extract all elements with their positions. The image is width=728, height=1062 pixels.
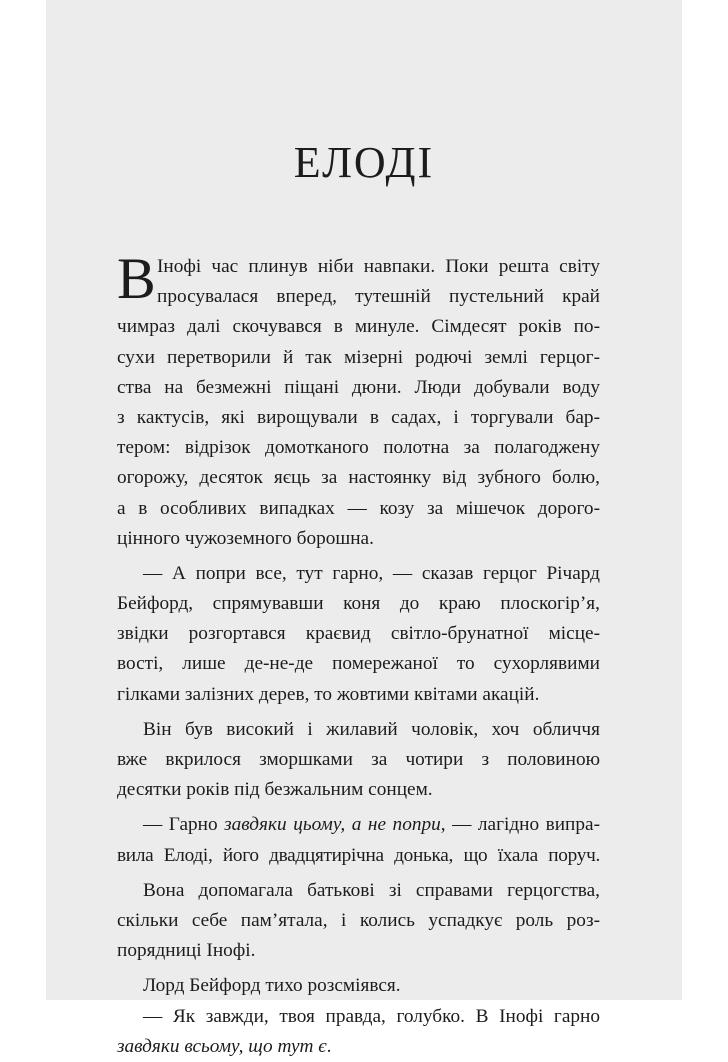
paragraph bbox=[117, 810, 600, 870]
text-line: Інофі час плинув ніби навпаки. Поки решта світу bbox=[157, 256, 600, 277]
chapter-title: ЕЛОДІ bbox=[293, 138, 435, 187]
text-line: ства на безмежні піщані дюни. Люди добували воду bbox=[117, 376, 600, 398]
text-line bbox=[117, 1032, 600, 1062]
italic-span: завдяки цьому, а не попри bbox=[224, 814, 441, 836]
text-line: — Як завжди, твоя правда, голубко. В Інофі гарно bbox=[143, 1005, 600, 1027]
text-line bbox=[117, 810, 600, 840]
text-line: сухи перетворили й так мізерні родючі землі герцог- bbox=[117, 346, 600, 368]
text-span: . bbox=[326, 1035, 332, 1057]
paragraph bbox=[117, 559, 600, 710]
text-line: Він був високий і жилавий чоловік, хоч обличчя bbox=[143, 718, 600, 740]
chapter-body bbox=[117, 246, 600, 1062]
text-line: скільки себе пам’ятала, і колись успадкує роль роз- bbox=[117, 909, 600, 931]
text-line: десятки років під безжальним сонцем. bbox=[117, 779, 433, 801]
book-page bbox=[46, 0, 682, 1057]
text-line: чимраз далі скочувався в минуле. Сімдесят років по- bbox=[117, 316, 600, 338]
text-line: вила Елоді, його двадцятирічна донька, що їхала поруч. bbox=[117, 844, 600, 866]
text-line: Бейфорд, спрямувавши коня до краю плоскогір’я, bbox=[117, 593, 600, 615]
paragraph bbox=[117, 715, 600, 806]
text-line: а в особливих випадках — козу за мішечок дорого- bbox=[117, 497, 600, 519]
text-line: цінного чужоземного борошна. bbox=[117, 527, 374, 549]
text-span: , — лагідно випра- bbox=[440, 814, 600, 836]
text-line: вості, лише де-не-де помережаної то сухорлявими bbox=[117, 653, 600, 675]
paragraph bbox=[117, 971, 600, 1001]
text-line: з кактусів, які вирощували в садах, і торгували бар- bbox=[117, 406, 600, 428]
paragraph bbox=[117, 1002, 600, 1062]
text-span: — Гарно bbox=[143, 814, 225, 836]
drop-cap: В bbox=[117, 246, 156, 311]
text-line: порядниці Інофі. bbox=[117, 940, 256, 962]
paragraph bbox=[117, 876, 600, 967]
text-line: Вона допомагала батькові зі справами герцогства, bbox=[143, 879, 600, 901]
text-line: вже вкрилося зморшками за чотири з половиною bbox=[117, 749, 600, 770]
text-line: Лорд Бейфорд тихо розсміявся. bbox=[143, 975, 401, 997]
text-line: тером: відрізок домотканого полотна за полагоджену bbox=[117, 437, 600, 459]
text-line: звідки розгортався краєвид світло-брунатної місце- bbox=[117, 623, 600, 645]
text-line: гілками залізних дерев, то жовтими квітами акацій. bbox=[117, 683, 540, 705]
text-line: — А попри все, тут гарно, — сказав герцог Річард bbox=[143, 562, 600, 584]
text-line: просувалася вперед, тутешній пустельний край bbox=[157, 286, 600, 308]
paragraph bbox=[117, 246, 600, 554]
text-line: огорожу, десяток яєць за настоянку від зубного болю, bbox=[117, 467, 600, 489]
italic-span: завдяки всьому, що тут є bbox=[117, 1035, 327, 1057]
